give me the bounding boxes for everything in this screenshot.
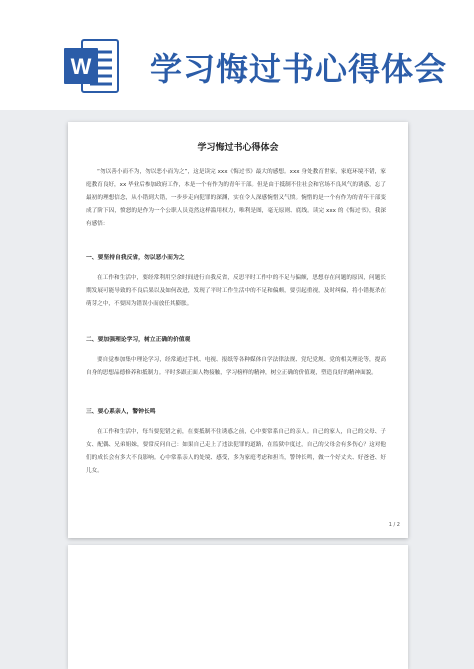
section-paragraph-3: 在工作和生活中，每当要犯错之前，在要抵制不住诱惑之前，心中要常系自己的亲人。自己的家人，自己的父母、子女、配偶、兄弟姐妹，要常反问自己：如果自己走上了违法犯罪的道路，在监狱中度过，自己的父母会有多伤心？这对他们的成长会有多大不良影响。心中常系亲人的处境、感受，多为家庭考虑和担当，警钟长鸣，做一个好丈夫、好爸爸、好儿女。 — [86, 429, 386, 474]
document-title: 学习悔过书心得体会 — [197, 143, 279, 153]
next-page-preview — [68, 545, 408, 669]
page-number: 1 / 2 — [388, 522, 400, 528]
section-heading-3: 三、要心系亲人，警钟长鸣 — [86, 409, 156, 415]
banner-title: 学习悔过书心得体会 — [150, 50, 448, 88]
document-page — [68, 122, 408, 538]
section-paragraph-2: 要自觉参加集中理论学习，经常通过手机、电视、报纸等各种媒体自学法律法规、党纪党规、党的相关理论等，提高自身的思想品德修养和抵制力。平时多跟正面人物接触，学习榜样的精神，树立正确的价值观，塑造良好的精神面貌。 — [86, 357, 386, 376]
section-heading-2: 二、要加强理论学习，树立正确的价值观 — [86, 337, 191, 343]
header-banner — [0, 0, 474, 110]
intro-paragraph: “勿以善小而不为，勿以恶小而为之”，这是读完 xxx《悔过书》最大的感想。xxx 身处教育世家，家庭环境不错，家庭教育良好，xx 毕业后参加政府工作，本是一个有作为的青年干部。但是由于抵制不住社会和官场不良风气的诱惑，忘了最初的理想信念，从小错到大错，一步步走向犯罪的深渊，实在令人深感惋惜又气愤。惋惜的是一个有作为的青年干部变成了阶下囚，愤怒的是作为一个公职人员竟然这样滥用权力，唯利是图，毫无原则、底线。读完 xxx 的《悔过书》，我深有感悟： — [86, 169, 386, 227]
section-paragraph-1: 在工作和生活中，要经常利用空余时间进行自我反省，反思平时工作中的不足与偏颇，思想存在问题的原因，问题长期发展可能导致的不良后果以及如何改进，发现了平时工作生活中的不足和偏颇，要引起重视，及时纠偏，将小错扼杀在萌芽之中，不要因为错误小而放任其膨胀。 — [86, 275, 386, 307]
section-heading-1: 一、要坚持自我反省，勿以恶小而为之 — [86, 255, 185, 261]
word-logo-letter: W — [70, 54, 92, 79]
word-document-icon — [64, 38, 120, 94]
